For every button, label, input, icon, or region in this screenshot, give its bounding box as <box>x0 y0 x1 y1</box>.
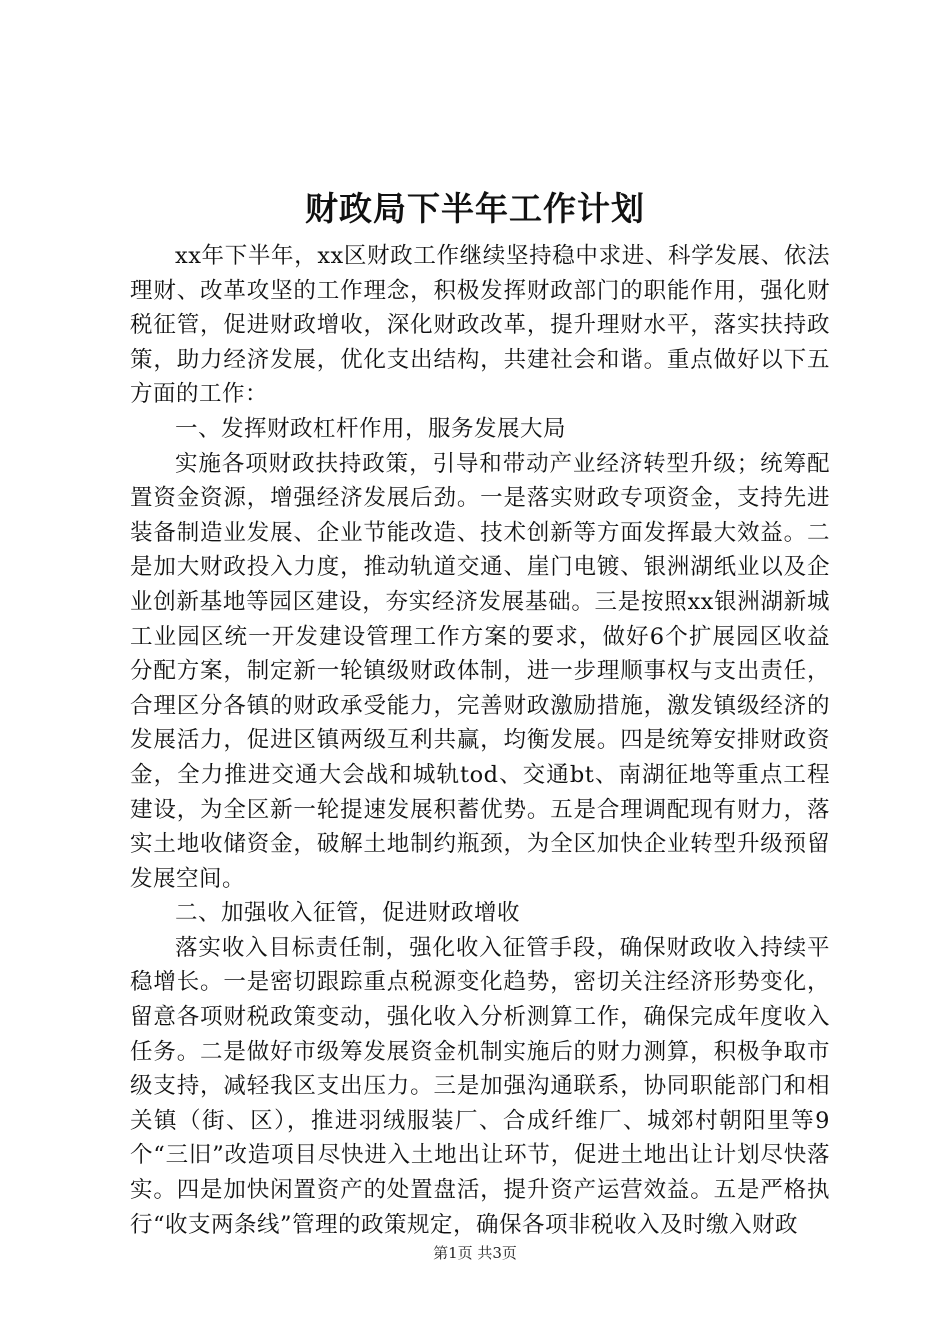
document-body <box>130 239 830 1242</box>
section-1-body: 实施各项财政扶持政策，引导和带动产业经济转型升级；统筹配置资金资源，增强经济发展后劲。一是落实财政专项资金，支持先进装备制造业发展、企业节能改造、技术创新等方面发挥最大效益。二是加大财政投入力度，推动轨道交通、崖门电镀、银洲湖纸业以及企业创新基地等园区建设，夯实经济发展基础。三是按照xx银洲湖新城工业园区统一开发建设管理工作方案的要求，做好6个扩展园区收益分配方案，制定新一轮镇级财政体制，进一步理顺事权与支出责任，合理区分各镇的财政承受能力，完善财政激励措施，激发镇级经济的发展活力，促进区镇两级互利共赢，均衡发展。四是统筹安排财政资金，全力推进交通大会战和城轨tod、交通bt、南湖征地等重点工程建设，为全区新一轮提速发展积蓄优势。五是合理调配现有财力，落实土地收储资金，破解土地制约瓶颈，为全区加快企业转型升级预留发展空间。 <box>130 450 830 892</box>
document-title: 财政局下半年工作计划 <box>305 189 645 228</box>
section-2-body: 落实收入目标责任制，强化收入征管手段，确保财政收入持续平稳增长。一是密切跟踪重点税源变化趋势，密切关注经济形势变化，留意各项财税政策变动，强化收入分析测算工作，确保完成年度收入任务。二是做好市级筹发展资金机制实施后的财力测算，积极争取市级支持，减轻我区支出压力。三是加强沟通联系，协同职能部门和相关镇（街、区），推进羽绒服装厂、合成纤维厂、城郊村朝阳里等9个“三旧”改造项目尽快进入土地出让环节，促进土地出让计划尽快落实。四是加快闲置资产的处置盘活，提升资产运营效益。五是严格执行“收支两条线”管理的政策规定，确保各项非税收入及时缴入财政 <box>130 934 830 1238</box>
section-2-heading: 二、加强收入征管，促进财政增收 <box>175 900 521 927</box>
section-1-heading: 一、发挥财政杠杆作用，服务发展大局 <box>175 415 567 442</box>
page-footer: 第1页 共3页 <box>433 1244 517 1262</box>
intro-paragraph: xx年下半年，xx区财政工作继续坚持稳中求进、科学发展、依法理财、改革攻坚的工作理念，积极发挥财政部门的职能作用，强化财税征管，促进财政增收，深化财政改革，提升理财水平，落实扶持政策，助力经济发展，优化支出结构，共建社会和谐。重点做好以下五方面的工作： <box>130 243 830 408</box>
